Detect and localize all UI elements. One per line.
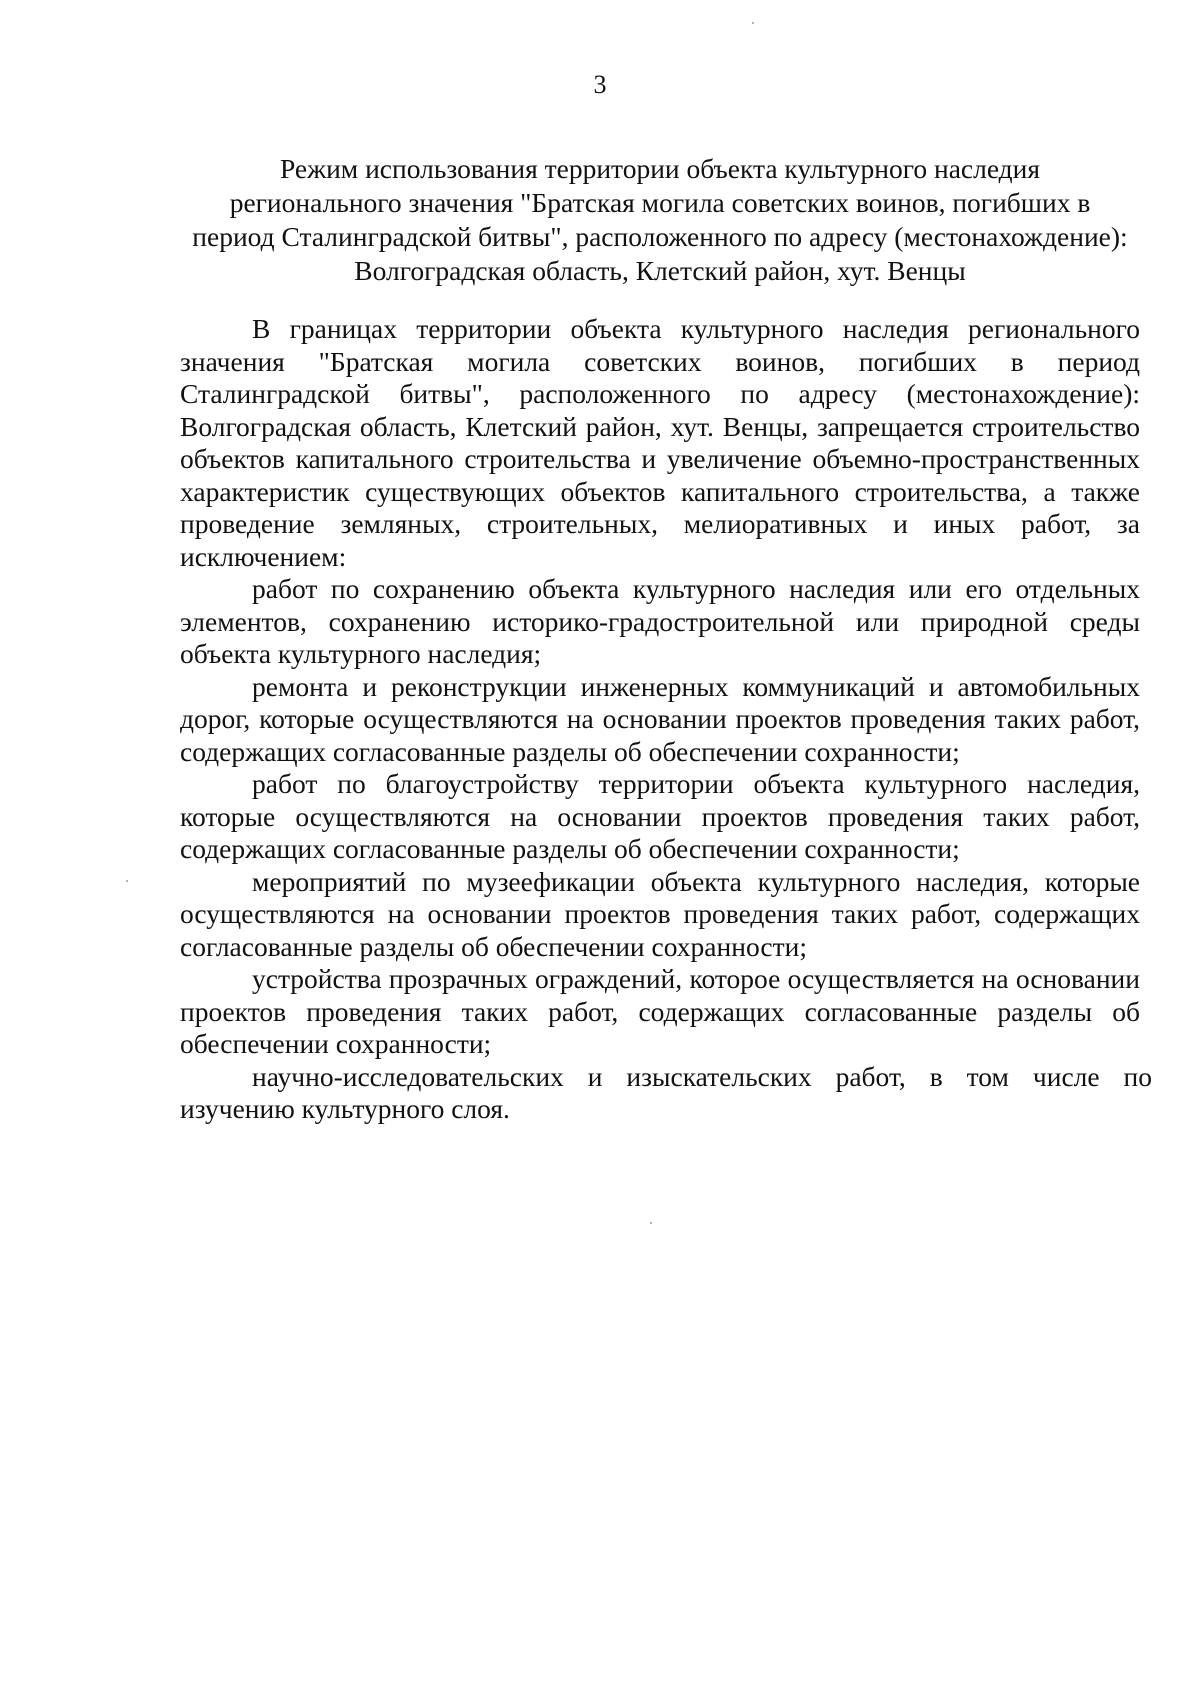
- title-line-2: регионального значения "Братская могила советских воинов, погибших в: [229, 187, 1091, 218]
- scan-speck: [650, 1222, 652, 1224]
- title-line-1: Режим использования территории объекта культурного наследия: [279, 153, 1041, 184]
- paragraph-prohibition: В границах территории объекта культурного наследия регионального значения "Братская могила советских воинов, погибших в период Сталинградской битвы", расположенного по адресу (местонахождение): Волгоградская область, Клетский район, хут. Венцы, запрещается строительство объектов капитального строительства и увеличение объемно-пространственных характеристик существующих объектов капитального строительства, а также проведение земляных, строительных, мелиоративных и иных работ, за исключением:: [180, 313, 1140, 572]
- paragraph-exception-landscaping: работ по благоустройству территории объекта культурного наследия, которые осуществляются на основании проектов проведения таких работ, содержащих согласованные разделы об обеспечении сохранности;: [180, 768, 1140, 864]
- title-line-3: период Сталинградской битвы", расположенного по адресу (местонахождение):: [192, 221, 1128, 252]
- paragraph-exception-repair: ремонта и реконструкции инженерных коммуникаций и автомобильных дорог, которые осуществляются на основании проектов проведения таких работ, содержащих согласованные разделы об обеспечении сохранности;: [180, 670, 1140, 767]
- paragraph-exception-museumification: мероприятий по музеефикации объекта культурного наследия, которые осуществляются на основании проектов проведения таких работ, содержащих согласованные разделы об обеспечении сохранности;: [180, 865, 1140, 962]
- page-number: 3: [593, 70, 607, 99]
- document-title: [180, 152, 1140, 288]
- paragraph-exception-research: научно-исследовательских и изыскательских работ, в том числе по изучению культурного слоя.: [180, 1060, 1152, 1124]
- scan-speck: [126, 880, 128, 882]
- title-line-4: Волгоградская область, Клетский район, хут. Венцы: [354, 255, 966, 286]
- paragraph-exception-preservation: работ по сохранению объекта культурного наследия или его отдельных элементов, сохранению историко-градостроительной или природной среды объекта культурного наследия;: [180, 573, 1140, 669]
- paragraph-exception-fencing: устройства прозрачных ограждений, которое осуществляется на основании проектов проведения таких работ, содержащих согласованные разделы об обеспечении сохранности;: [180, 963, 1140, 1059]
- document-body: [180, 313, 1152, 1126]
- scan-speck: [752, 22, 754, 24]
